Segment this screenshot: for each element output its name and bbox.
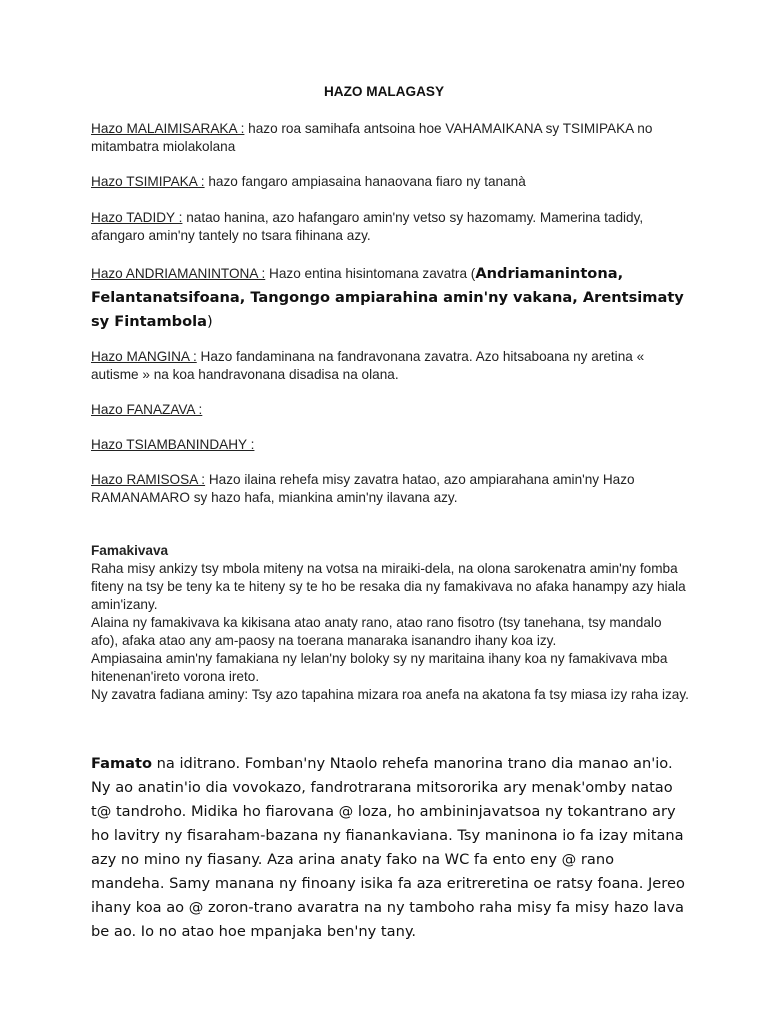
entry-ramisosa [91,471,691,507]
famato-paragraph [91,752,691,944]
paragraph-line: Raha misy ankizy tsy mbola miteny na votsa na miraiki-dela, na olona sarokenatra amin'ny fomba fiteny na tsy be teny ka te hiteny sy te ho be resaka dia ny famakivava no afaka hanampy azy hiala amin'izany. [91,561,686,612]
section-heading: Famakivava [91,543,169,558]
entry-label: Hazo TSIAMBANINDAHY : [91,437,255,452]
entry-andriamanintona [91,262,691,334]
paragraph-line: Ampiasaina amin'ny famakiana ny lelan'ny boloky sy ny maritaina ihany koa ny famakivava mba hitenenan'ireto vorona ireto. [91,651,668,684]
paragraph-line: Ny zavatra fadiana aminy: Tsy azo tapahina mizara roa anefa na akatona fa tsy miasa izy raha izay. [91,687,689,702]
entry-text-end: ) [207,313,213,330]
famakivava-section [91,542,691,704]
entry-text: hazo fangaro ampiasaina hanaovana fiaro ny tananà [204,174,526,189]
entry-tsimipaka [91,173,691,191]
entry-text: Hazo fandaminana na fandravonana zavatra. Azo hitsaboana ny aretina « autisme » na koa handravonana disadisa na olana. [91,349,645,382]
entry-label: Hazo FANAZAVA : [91,402,203,417]
entry-bold-text: Andriamanintona, Felantanatsifoana, Tangongo ampiarahina amin'ny vakana, Arentsimaty sy Fintambola [91,265,684,330]
famato-text: na iditrano. Fomban'ny Ntaolo rehefa manorina trano dia manao an'io. Ny ao anatin'io dia vovokazo, fandrotrarana mitsororika ary menak'omby natao t@ tandroho. Midika ho fiarovana @ loza, ho ambininjavatsoa ny tokantrano ary ho lavitry ny fisaraham-bazana ny fianankaviana. Tsy maninona io fa izay mitana azy no mino ny fiasany. Aza arina anaty fako na WC fa ento eny @ rano mandeha. Samy manana ny finoany isika fa aza eritreretina oe ratsy foana. Jereo ihany koa ao @ zoron-trano avaratra na ny tamboho raha misy fa misy hazo lava be ao. Io no atao hoe mpanjaka ben'ny tany. [91,755,685,940]
document-title: HAZO MALAGASY [323,84,445,99]
entry-label: Hazo MALAIMISARAKA : [91,121,245,136]
famato-bold-word: Famato [91,755,153,772]
entry-mangina [91,348,691,384]
entry-label: Hazo ANDRIAMANINTONA : [91,266,266,281]
entry-text: hazo roa samihafa antsoina hoe VAHAMAIKANA sy TSIMIPAKA no mitambatra miolakolana [91,121,653,154]
paragraph-line: Alaina ny famakivava ka kikisana atao anaty rano, atao rano fisotro (tsy tanehana, tsy mandalo afo), afaka atao any am-paosy na toerana manaraka isanandro ihany koa izy. [91,615,662,648]
entry-tsiambanindahy [91,436,691,454]
entry-label: Hazo TADIDY : [91,210,183,225]
entry-tadidy [91,209,691,245]
entry-label: Hazo RAMISOSA : [91,472,206,487]
entry-text: natao hanina, azo hafangaro amin'ny vetso sy hazomamy. Mamerina tadidy, afangaro amin'ny tantely no tsara fihinana azy. [91,210,644,243]
entry-text: Hazo entina hisintomana zavatra ( [265,266,476,281]
entry-label: Hazo MANGINA : [91,349,197,364]
entry-malaimisaraka [91,120,691,156]
entry-text: Hazo ilaina rehefa misy zavatra hatao, azo ampiarahana amin'ny Hazo RAMANAMARO sy hazo hafa, miankina amin'ny ilavana azy. [91,472,635,505]
entry-fanazava [91,401,691,419]
entry-label: Hazo TSIMIPAKA : [91,174,205,189]
